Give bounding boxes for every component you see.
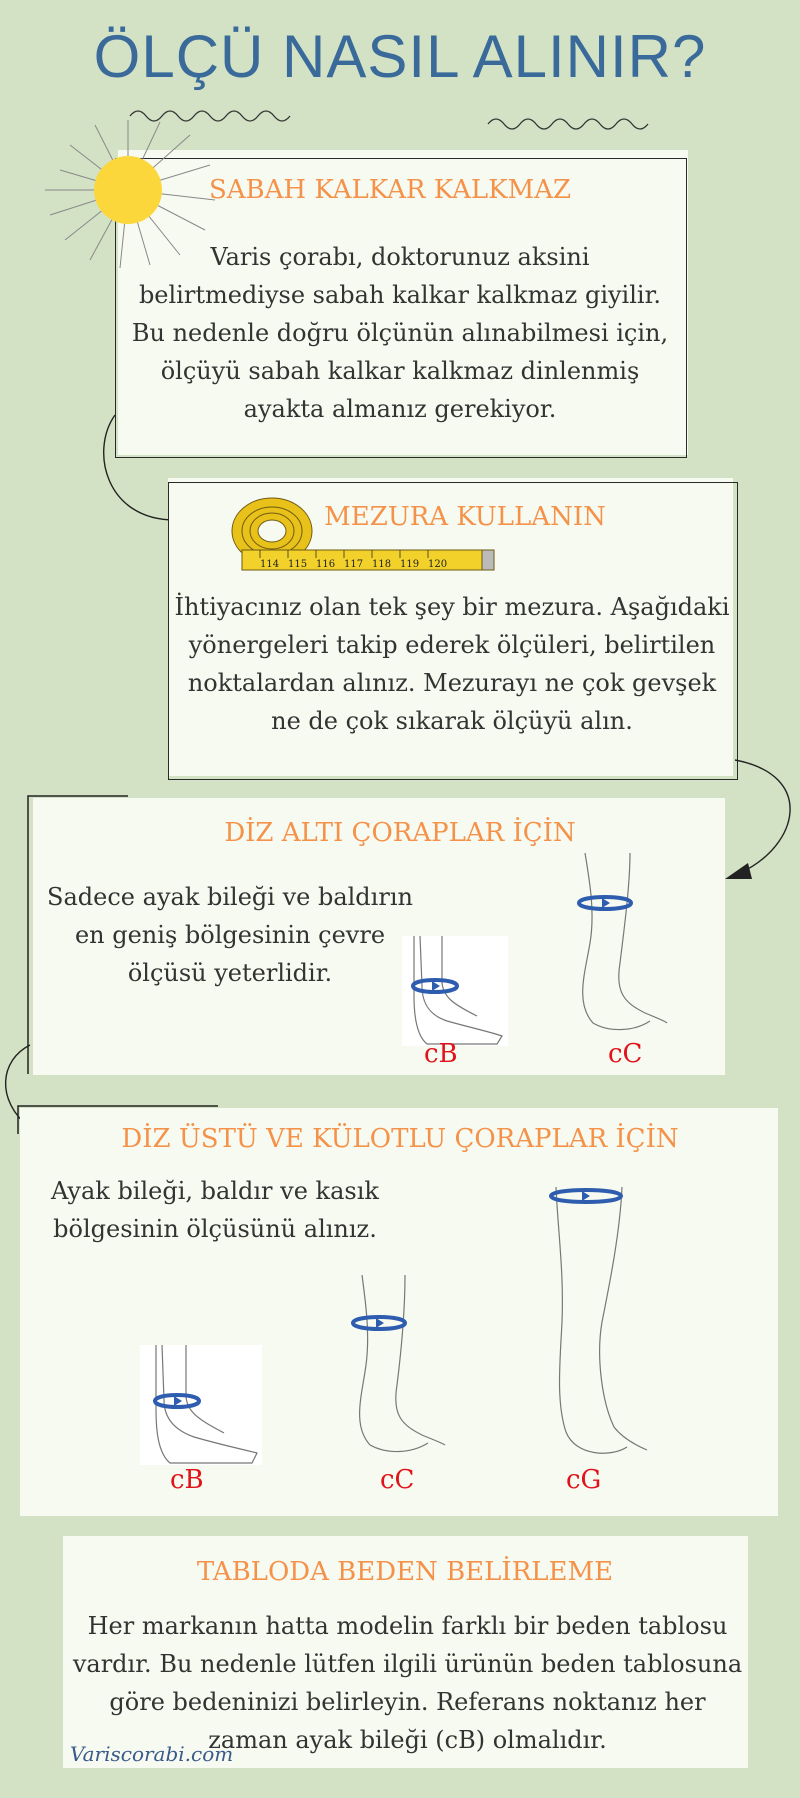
- section-morning-heading: SABAH KALKAR KALKMAZ: [208, 175, 572, 205]
- section-below-knee-body: Sadece ayak bileği ve baldırın en geniş bölgesinin çevre ölçüsü yeterlidir.: [47, 883, 413, 987]
- section-size-table-heading: TABLODA BEDEN BELİRLEME: [196, 1557, 614, 1587]
- thigh-measure-arrow-icon: [548, 1186, 624, 1208]
- section-tape-body: İhtiyacınız olan tek şey bir mezura. Aşağıdaki yönergeleri takip ederek ölçüleri, belirtilen noktalardan alınız. Mezurayı ne çok gevşek ne de çok sıkarak ölçüyü alın.: [174, 593, 730, 735]
- section-tape-heading: MEZURA KULLANIN: [324, 502, 606, 532]
- brand-logo[interactable]: Variscorabi.com: [70, 1742, 234, 1766]
- tape-mark-label: 116: [316, 559, 336, 570]
- section-above-knee-heading: DİZ ÜSTÜ VE KÜLOTLU ÇORAPLAR İÇİN: [121, 1124, 679, 1154]
- tape-mark-label: 120: [428, 559, 448, 570]
- squiggle-right-decoration: [488, 110, 658, 140]
- tape-mark-label: 114: [260, 559, 280, 570]
- section-morning-body: Varis çorabı, doktorunuz aksini belirtmediyse sabah kalkar kalkmaz giyilir. Bu nedenle doğru ölçünün alınabilmesi için, ölçüyü sabah kalkar kalkmaz dinlenmiş ayakta almanız gerekiyor.: [131, 243, 669, 423]
- label-cb-above-knee: cB: [170, 1465, 204, 1495]
- tape-mark-label: 119: [400, 559, 420, 570]
- ankle-measure-arrow-icon-2: [152, 1391, 202, 1413]
- leg-illustration: [552, 1172, 652, 1462]
- section-below-knee-heading: DİZ ALTI ÇORAPLAR İÇİN: [224, 818, 576, 848]
- page-title: ÖLÇÜ NASIL ALINIR?: [93, 23, 707, 90]
- section-above-knee-body: Ayak bileği, baldır ve kasık bölgesinin ölçüsünü alınız.: [51, 1177, 379, 1243]
- calf-illustration: [575, 853, 675, 1033]
- tape-measure-marks: [260, 559, 470, 575]
- tape-mark-label: 118: [372, 559, 392, 570]
- calf-measure-arrow-icon-2: [350, 1313, 408, 1335]
- tape-mark-label: 117: [344, 559, 364, 570]
- label-cb-below-knee: cB: [424, 1039, 458, 1069]
- tape-mark-label: 115: [288, 559, 308, 570]
- label-cc-above-knee: cC: [380, 1465, 415, 1495]
- calf-illustration-2: [350, 1275, 460, 1455]
- section-size-table-body: Her markanın hatta modelin farklı bir beden tablosu vardır. Bu nedenle lütfen ilgili ürünün beden tablosuna göre bedeninizi belirleyin. Referans noktanız her zaman ayak bileği (cB) olmalıdır.: [72, 1612, 743, 1754]
- label-cg-above-knee: cG: [566, 1465, 602, 1495]
- label-cc-below-knee: cC: [608, 1039, 643, 1069]
- ankle-measure-arrow-icon: [410, 976, 460, 998]
- calf-measure-arrow-icon: [576, 893, 634, 915]
- flow-arrow-2: [720, 755, 800, 885]
